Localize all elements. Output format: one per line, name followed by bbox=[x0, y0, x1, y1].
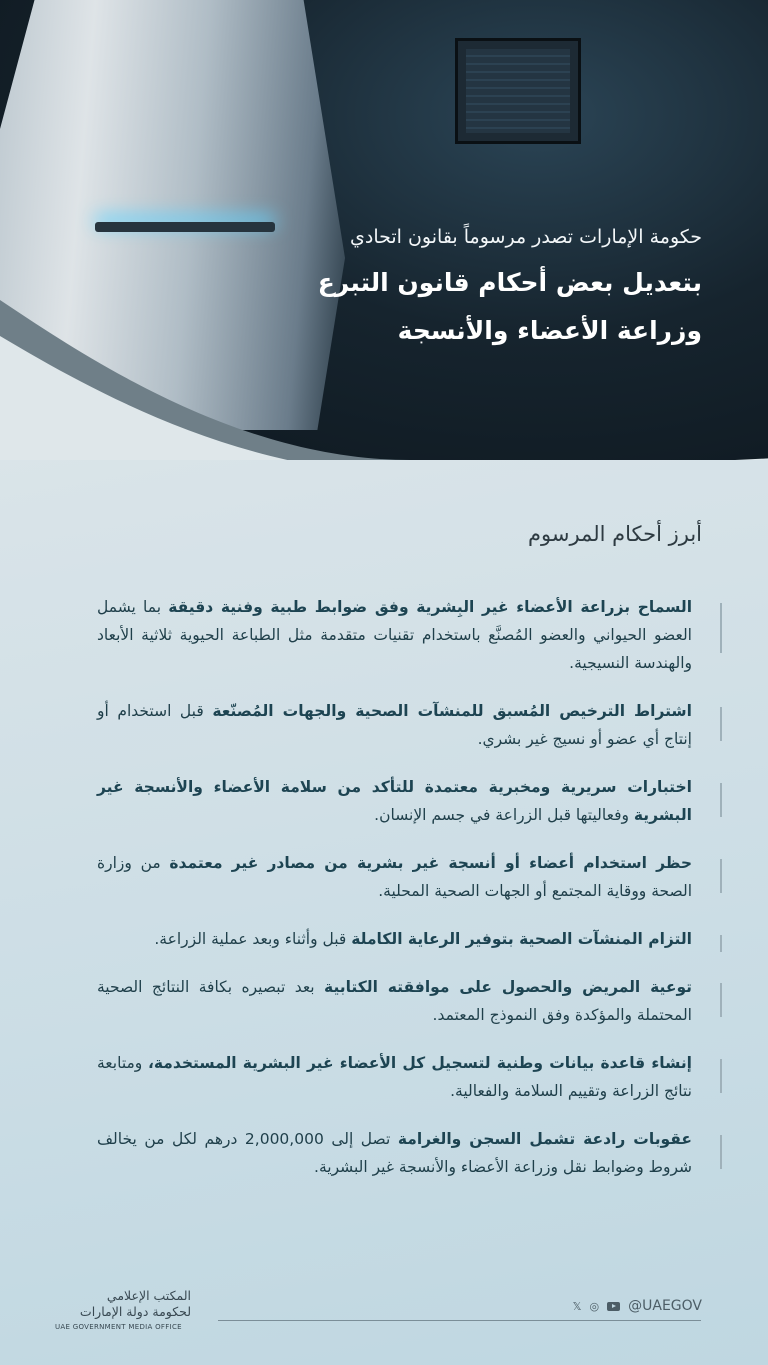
item-divider bbox=[720, 707, 722, 741]
section-title: أبرز أحكام المرسوم bbox=[528, 522, 702, 546]
logo-ar-line2: لحكومة دولة الإمارات bbox=[79, 1304, 191, 1319]
media-office-logo bbox=[55, 1288, 191, 1331]
item-bold-text: حظر استخدام أعضاء أو أنسجة غير بشرية من مصادر غير معتمدة bbox=[169, 854, 692, 872]
hero-banner bbox=[0, 0, 768, 460]
x-icon[interactable]: 𝕏 bbox=[572, 1299, 582, 1313]
item-divider bbox=[720, 859, 722, 893]
item-text: بما يشمل العضو الحيواني والعضو المُصنَّع باستخدام تقنيات متقدمة مثل الطباعة الحيوية ثلاثية الأبعاد والهندسة النسيجية. bbox=[97, 598, 692, 672]
item-divider bbox=[720, 935, 722, 952]
social-handle[interactable]: @UAEGOV bbox=[628, 1298, 702, 1314]
hero-text bbox=[222, 226, 702, 362]
list-item bbox=[97, 849, 722, 905]
medical-monitor-image bbox=[455, 38, 581, 144]
hero-headline-line1: بتعديل بعض أحكام قانون التبرع bbox=[317, 268, 702, 297]
list-item bbox=[97, 1049, 722, 1105]
item-text: قبل وأثناء وبعد عملية الزراعة. bbox=[154, 930, 352, 948]
list-item bbox=[97, 593, 722, 677]
item-bold-text: اختبارات سريرية ومخبرية معتمدة للتأكد من سلامة الأعضاء والأنسجة غير البشرية bbox=[97, 778, 692, 824]
hero-headline-line2: وزراعة الأعضاء والأنسجة bbox=[397, 316, 702, 345]
list-item bbox=[97, 773, 722, 829]
item-bold-text: اشتراط الترخيص المُسبق للمنشآت الصحية والجهات المُصنّعة bbox=[212, 702, 692, 720]
item-text: بعد تبصيره بكافة النتائج الصحية المحتملة والمؤكدة وفق النموذج المعتمد. bbox=[97, 978, 692, 1024]
youtube-icon[interactable] bbox=[607, 1302, 620, 1311]
item-bold-text: عقوبات رادعة تشمل السجن والغرامة bbox=[397, 1130, 692, 1148]
logo-en: UAE GOVERNMENT MEDIA OFFICE bbox=[55, 1323, 182, 1331]
item-divider bbox=[720, 1059, 722, 1093]
item-divider bbox=[720, 983, 722, 1017]
list-item bbox=[97, 697, 722, 753]
social-links bbox=[573, 1298, 702, 1314]
item-text: قبل استخدام أو إنتاج أي عضو أو نسيج غير بشري. bbox=[97, 702, 692, 748]
item-bold-text: توعية المريض والحصول على موافقته الكتابية bbox=[324, 978, 692, 996]
list-item bbox=[97, 973, 722, 1029]
hero-subhead: حكومة الإمارات تصدر مرسوماً بقانون اتحادي bbox=[349, 226, 702, 248]
item-bold-text: إنشاء قاعدة بيانات وطنية لتسجيل كل الأعضاء غير البشرية المستخدمة، bbox=[147, 1054, 692, 1072]
item-text: من وزارة الصحة ووقاية المجتمع أو الجهات الصحية المحلية. bbox=[97, 854, 692, 900]
item-divider bbox=[720, 1135, 722, 1169]
footer-divider bbox=[218, 1320, 701, 1321]
item-text: تصل إلى 2,000,000 درهم لكل من يخالف شروط وضوابط نقل وزراعة الأعضاء والأنسجة غير البشرية. bbox=[97, 1130, 692, 1176]
instagram-icon[interactable]: ◎ bbox=[589, 1299, 600, 1313]
item-text: ومتابعة نتائج الزراعة وتقييم السلامة والفعالية. bbox=[97, 1054, 692, 1100]
logo-ar-line1: المكتب الإعلامي bbox=[106, 1288, 191, 1303]
item-text: وفعاليتها قبل الزراعة في جسم الإنسان. bbox=[374, 806, 634, 824]
item-bold-text: السماح بزراعة الأعضاء غير البِشرية وفق ضوابط طبية وفنية دقيقة bbox=[168, 598, 693, 616]
item-bold-text: التزام المنشآت الصحية بتوفير الرعاية الكاملة bbox=[351, 930, 692, 948]
list-item bbox=[97, 925, 722, 953]
item-divider bbox=[720, 603, 722, 653]
list-item bbox=[97, 1125, 722, 1181]
item-divider bbox=[720, 783, 722, 817]
provisions-list bbox=[97, 593, 722, 1201]
